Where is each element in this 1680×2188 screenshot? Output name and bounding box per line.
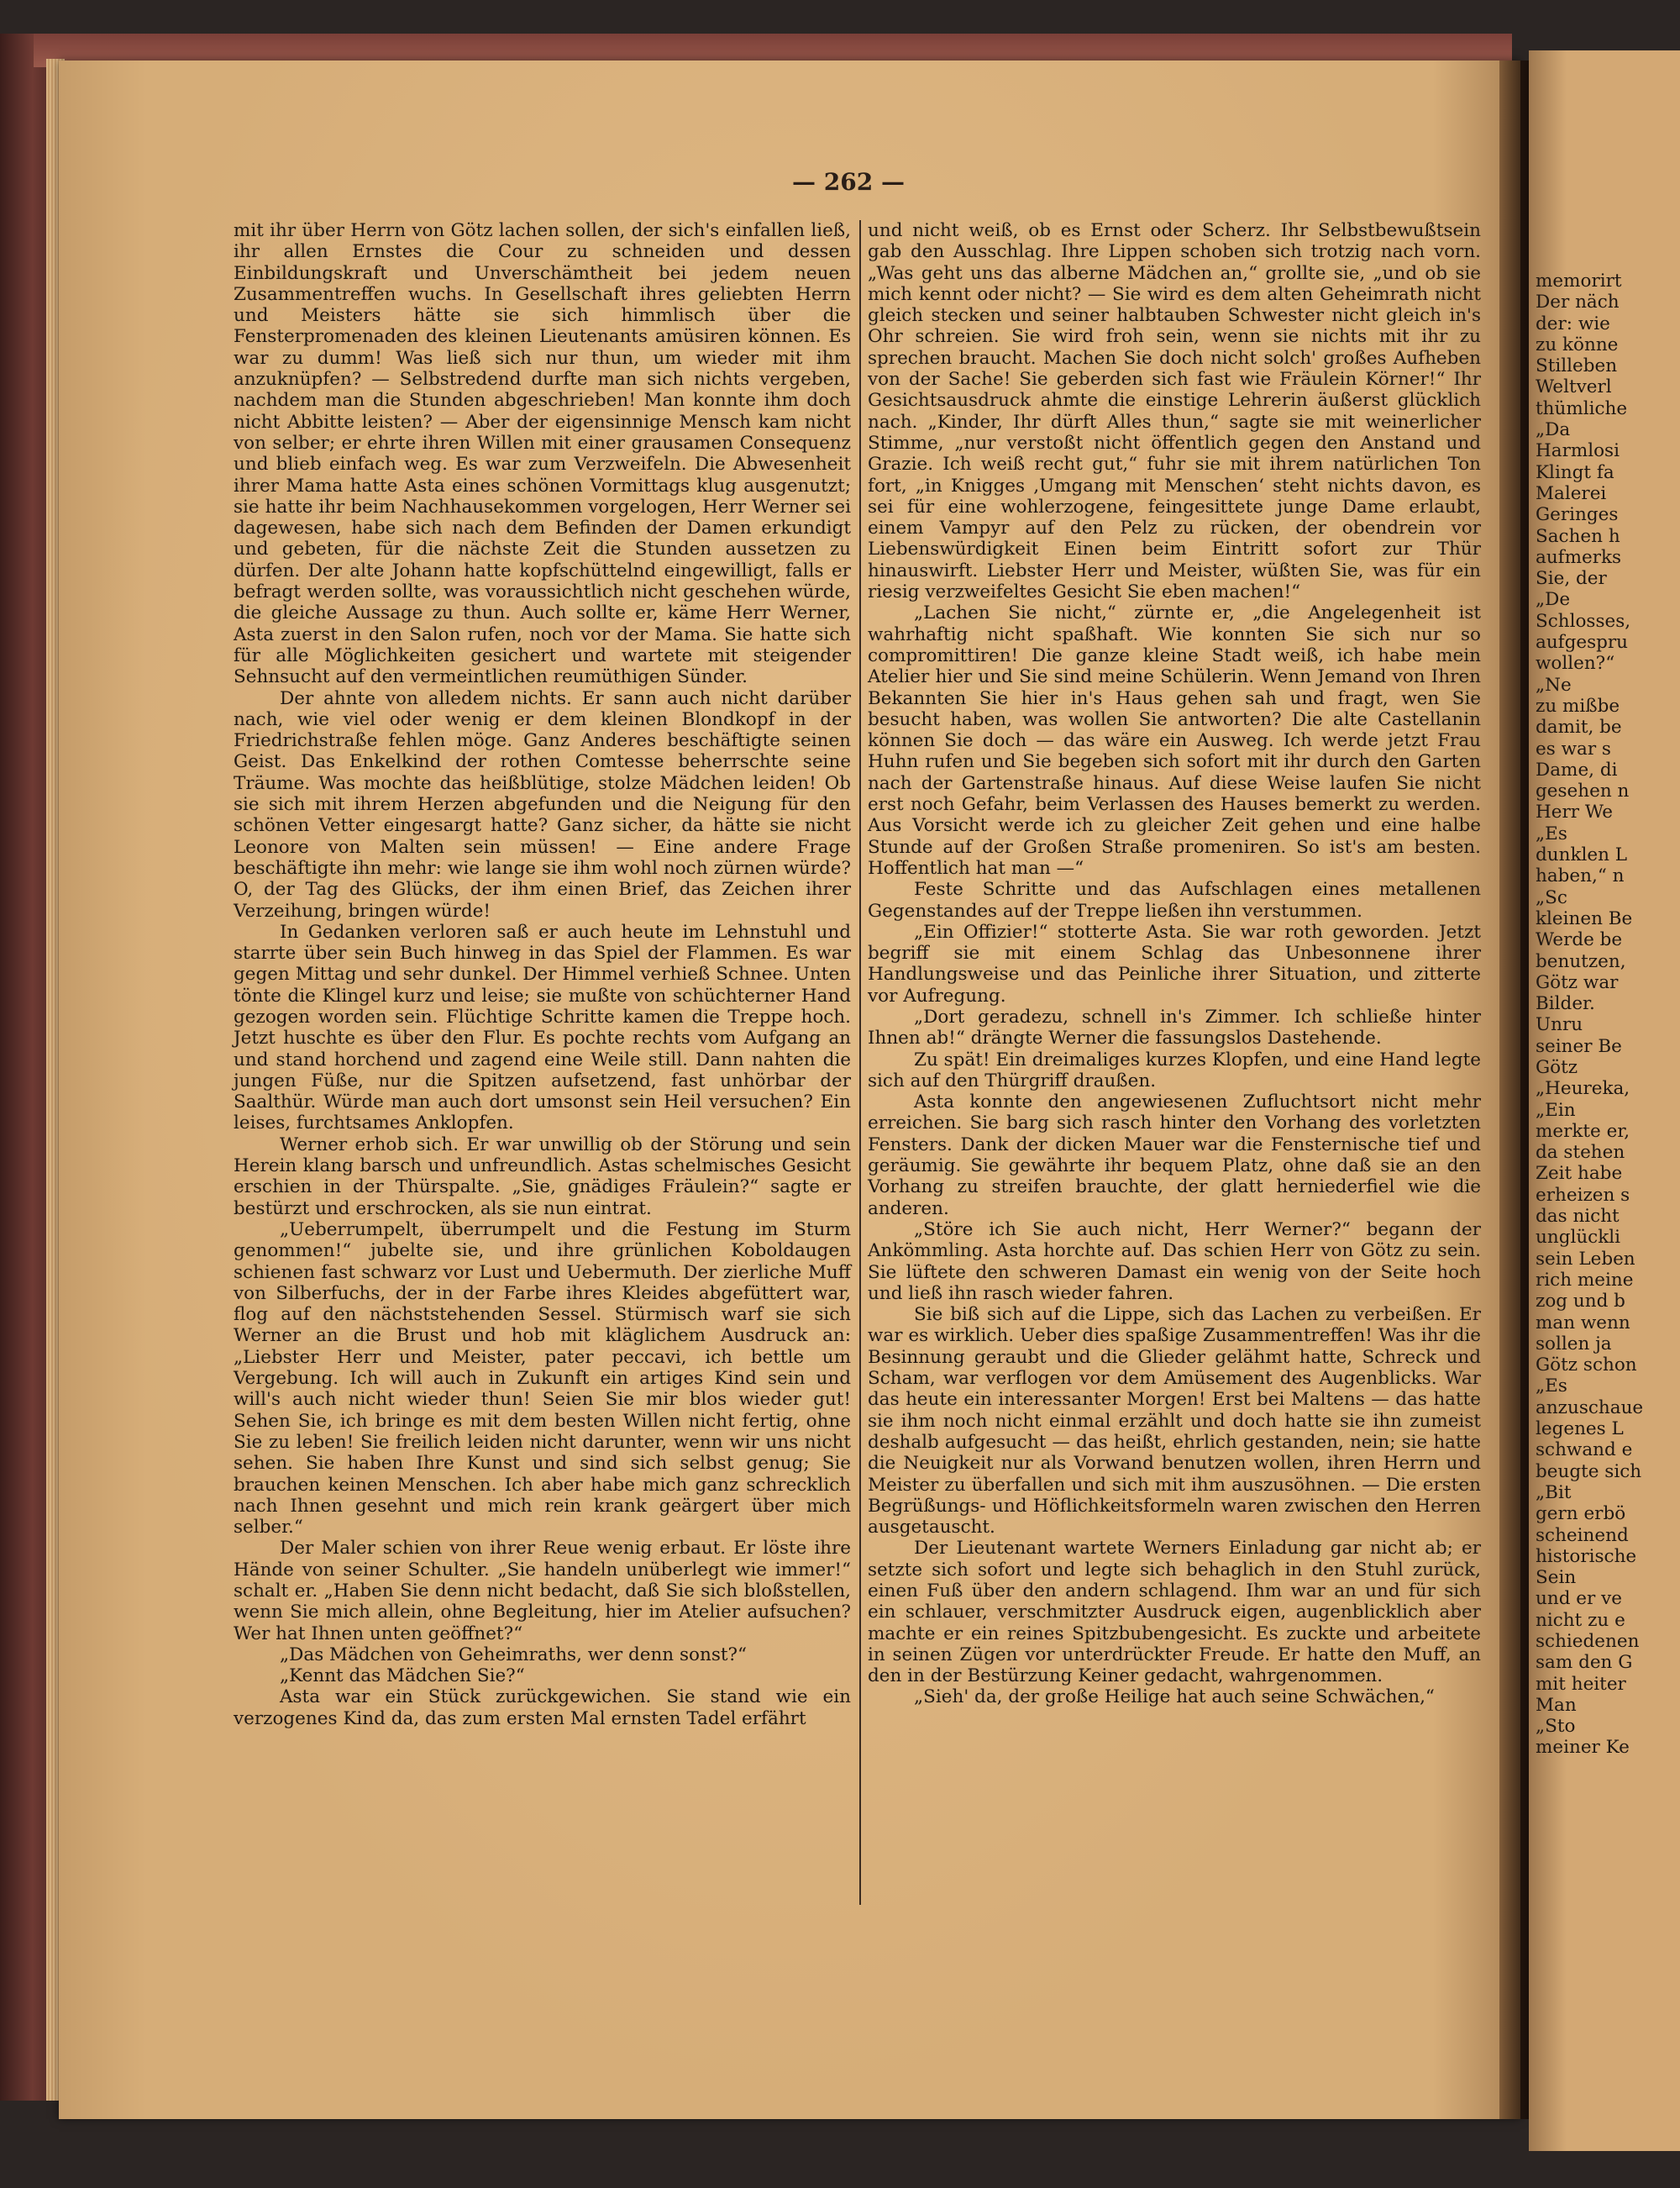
line-fragment: „De — [1536, 589, 1571, 611]
facing-page — [1529, 50, 1680, 2151]
line-fragment: legenes L — [1536, 1418, 1624, 1440]
line-fragment: und er ve — [1536, 1588, 1622, 1610]
line-fragment: Bilder. — [1536, 993, 1595, 1015]
paragraph: „Sieh' da, der große Heilige hat auch seine Schwächen,“ — [914, 1686, 1435, 1708]
line-fragment: „Sc — [1536, 886, 1567, 908]
right-text-column — [868, 220, 1481, 1708]
paragraph: Der Maler schien von ihrer Reue wenig erbaut. Er löste ihre Hände von seiner Schulter. „Sie handeln unüberlegt wie immer!“ schalt er. „Haben Sie denn nicht bedacht, daß Sie sich bloßstellen, wenn Sie mich allein, ohne Begleitung, hier im Atelier aufsuchen? Wer hat Ihnen unten geöffnet?“ — [234, 1538, 851, 1644]
line-fragment: aufgespru — [1536, 632, 1629, 654]
line-fragment: „Da — [1536, 419, 1571, 441]
line-fragment: Man — [1536, 1694, 1577, 1716]
paragraph: „Kennt das Mädchen Sie?“ — [280, 1665, 525, 1687]
line-fragment: sollen ja — [1536, 1333, 1612, 1354]
line-fragment: nicht zu e — [1536, 1609, 1625, 1631]
line-fragment: Der näch — [1536, 292, 1620, 313]
line-fragment: meiner Ke — [1536, 1737, 1630, 1759]
paragraph: Asta war ein Stück zurückgewichen. Sie stand wie ein verzogenes Kind da, das zum ersten Mal ernsten Tadel erfährt — [234, 1686, 851, 1729]
line-fragment: „Es — [1536, 1375, 1567, 1397]
paragraph: „Ueberrumpelt, überrumpelt und die Festung im Sturm genommen!“ jubelte sie, und ihre grünlichen Koboldaugen schienen fast schwarz vor Lust und Uebermuth. Der zierliche Muff von Silberfuchs, der in der Farbe ihres Kleides abgefüttert war, flog auf den nächststehenden Sessel. Stürmisch warf sie sich Werner an die Brust und hob mit kläglichem Ausdruck an: „Liebster Herr und Meister, pater peccavi, ich bettle um Vergebung. Ich will auch in Zukunft ein artiges Kind sein und will's auch nicht wieder thun! Seien Sie mir blos wieder gut! Sehen Sie, ich bringe es mit dem besten Willen nicht fertig, ohne Sie zu leben! Sie freilich leiden nicht darunter, wenn wir uns nicht sehen. Sie haben Ihre Kunst und sind sich selbst genug; Sie brauchen keinen Menschen. Ich aber habe mich ganz schrecklich nach Ihnen gesehnt und mich rein krank geärgert über mich selber.“ — [234, 1218, 851, 1538]
line-fragment: „Sto — [1536, 1716, 1576, 1738]
line-fragment: „Bit — [1536, 1481, 1572, 1503]
line-fragment: Weltverl — [1536, 376, 1612, 398]
line-fragment: kleinen Be — [1536, 907, 1633, 929]
line-fragment: memorirt — [1536, 271, 1622, 292]
page-number: — 262 — — [792, 168, 905, 196]
line-fragment: Geringes — [1536, 504, 1619, 526]
line-fragment: Götz schon — [1536, 1354, 1637, 1376]
line-fragment: sein Leben — [1536, 1248, 1635, 1270]
line-fragment: scheinend — [1536, 1524, 1629, 1546]
paragraph: Feste Schritte und das Aufschlagen eines metallenen Gegenstandes auf der Treppe ließen ihn verstummen. — [868, 879, 1481, 922]
line-fragment: Sein — [1536, 1567, 1577, 1589]
paragraph: „Störe ich Sie auch nicht, Herr Werner?“ begann der Ankömmling. Asta horchte auf. Das schien Herr von Götz zu sein. Sie lüftete den schweren Damast ein wenig von der Seite hoch und ließ ihn rasch wieder fahren. — [868, 1218, 1481, 1304]
line-fragment: schwand e — [1536, 1439, 1633, 1461]
paragraph: Zu spät! Ein dreimaliges kurzes Klopfen, und eine Hand legte sich auf den Thürgriff draußen. — [868, 1049, 1481, 1091]
line-fragment: Dame, di — [1536, 759, 1618, 781]
line-fragment: sam den G — [1536, 1652, 1633, 1674]
line-fragment: Herr We — [1536, 802, 1613, 823]
paragraph: Der ahnte von alledem nichts. Er sann auch nicht darüber nach, wie viel oder wenig er dem kleinen Blondkopf in der Friedrichstraße fehlen möge. Ganz Anderes beschäftigte seinen Geist. Das Enkelkind der rothen Comtesse beherrschte seine Träume. Was mochte das heißblütige, stolze Mädchen leiden! Ob sie sich mit ihrem Herzen abgefunden und die Neigung für den schönen Vetter eingesargt hatte? Ganz sicher, da hätte sie nicht Leonore von Malten sein müssen! — Eine andere Frage beschäftigte ihn mehr: wie lange sie ihm wohl noch zürnen würde? O, der Tag des Glücks, der ihm einen Brief, das Zeichen ihrer Verzeihung, bringen würde! — [234, 687, 851, 922]
line-fragment: haben,“ n — [1536, 865, 1625, 887]
line-fragment: wollen?“ — [1536, 653, 1615, 675]
paragraph: „Ein Offizier!“ stotterte Asta. Sie war roth geworden. Jetzt begriff sie mit einem Schlag das Unbesonnene ihrer Handlungsweise und das Peinliche ihrer Situation, und zitterte vor Aufregung. — [868, 921, 1481, 1007]
line-fragment: historische — [1536, 1545, 1637, 1567]
line-fragment: unglückli — [1536, 1227, 1621, 1249]
line-fragment: es war s — [1536, 738, 1611, 760]
paragraph: Asta konnte den angewiesenen Zufluchtsort nicht mehr erreichen. Sie barg sich rasch hinter den Vorhang des vorletzten Fensters. Dank der dicken Mauer war die Fensternische tief und geräumig. Sie gewährte ihr bequem Platz, ohne daß sie an den Vorhang zu streifen brauchte, der glatt herniederfiel wie die anderen. — [868, 1091, 1481, 1219]
line-fragment: rich meine — [1536, 1269, 1634, 1291]
line-fragment: mit heiter — [1536, 1673, 1626, 1695]
paragraph: „Dort geradezu, schnell in's Zimmer. Ich schließe hinter Ihnen ab!“ drängte Werner die fassungslos Dastehende. — [868, 1006, 1481, 1049]
paragraph: und nicht weiß, ob es Ernst oder Scherz. Ihr Selbstbewußtsein gab den Ausschlag. Ihre Lippen schoben sich trotzig nach vorn. „Was geht uns das alberne Mädchen an,“ grollte sie, „und ob sie mich kennt oder nicht? — Sie wird es dem alten Geheimrath nicht gleich stecken und seiner halbtauben Schwester nicht gleich in's Ohr schreien. Sie wird froh sein, wenn sie nichts mit ihr zu sprechen braucht. Machen Sie doch nicht solch' großes Aufheben von der Sache! Sie geberden sich fast wie Fräulein Körner!“ Ihr Gesichtsausdruck ahmte die einstige Lehrerin äußerst glücklich nach. „Kinder, Ihr dürft Alles thun,“ sagte sie mit weinerlicher Stimme, „nur verstoßt nicht öffentlich gegen den Anstand und Grazie. Ich weiß recht gut,“ fuhr sie mit ihrem natürlichen Ton fort, „in Knigges ‚Umgang mit Menschen‘ steht nichts davon, es sei für eine wohlerzogene, feingesittete junge Dame erlaubt, einem Vampyr auf den Pelz zu rücken, der obendrein vor Liebenswürdigkeit Einen beim Eintritt sofort zur Thür hinauswirft. Liebster Herr und Meister, wüßten Sie, was für ein riesig verzweifeltes Gesicht Sie eben machen!“ — [868, 220, 1481, 603]
paragraph: „Das Mädchen von Geheimraths, wer denn sonst?“ — [280, 1644, 748, 1665]
paragraph: mit ihr über Herrn von Götz lachen sollen, der sich's einfallen ließ, ihr allen Ernstes die Cour zu schneiden und dessen Einbildungskraft und Unverschämtheit bei jedem neuen Zusammentreffen wuchs. In Gesellschaft ihres geliebten Herrn und Meisters hätte sie sich himmlisch über die Fensterpromenaden des kleinen Lieutenants amüsiren können. Es war zu dumm! Was ließ sich nur thun, um wieder mit ihm anzuknüpfen? — Selbstredend durfte man sich nichts vergeben, nachdem man die Stunden abgeschrieben! Man konnte ihm doch nicht Abbitte leisten? — Aber der eigensinnige Mensch kam nicht von selber; er ehrte ihren Willen mit einer grausamen Consequenz und blieb einfach weg. Es war zum Verzweifeln. Die Abwesenheit ihrer Mama hatte Asta eines schönen Vormittags klug ausgenutzt; sie hatte ihr beim Nachhausekommen vorgelogen, Herr Werner sei dagewesen, habe sich nach dem Befinden der Damen erkundigt und gebeten, für die nächste Zeit die Stunden aussetzen zu dürfen. Der alte Johann hatte kopfschüttelnd eingewilligt, falls er befragt werden sollte, was voraussichtlich nicht geschehen würde, die gleiche Aussage zu thun. Auch sollte er, käme Herr Werner, Asta zuerst in den Salon rufen, noch vor der Mama. Sie hatte sich für alle Möglichkeiten gesichert und wartete mit steigender Sehnsucht auf den vermeintlichen reumüthigen Sünder. — [234, 220, 851, 688]
paragraph: „Lachen Sie nicht,“ zürnte er, „die Angelegenheit ist wahrhaftig nicht spaßhaft. Wie konnten Sie sich nur so compromittiren! Die ganze kleine Stadt weiß, ich habe mein Atelier hier und Sie sind meine Schülerin. Wenn Jemand von Ihren Bekannten Sie hier in's Haus gehen sah und fragt, wen Sie besucht haben, was wollen Sie antworten? Die alte Castellanin können Sie doch — das wäre ein Ausweg. Ich werde jetzt Frau Huhn rufen und Sie begeben sich sofort mit ihr durch den Garten nach der Gartenstraße hinaus. Auf diese Weise laufen Sie nicht erst noch Gefahr, beim Verlassen des Hauses bemerkt zu werden. Aus Vorsicht werde ich zu gleicher Zeit gehen und eine halbe Stunde auf der Großen Straße promeniren. So ist's am besten. Hoffentlich hat man —“ — [868, 602, 1481, 879]
line-fragment: Sie, der — [1536, 568, 1607, 590]
line-fragment: da stehen — [1536, 1142, 1625, 1164]
line-fragment: „Ne — [1536, 674, 1572, 696]
left-text-column — [234, 220, 851, 1729]
line-fragment: Götz — [1536, 1056, 1578, 1078]
gutter-shadow — [1499, 60, 1533, 2119]
paragraph: Werner erhob sich. Er war unwillig ob der Störung und sein Herein klang barsch und unfreundlich. Astas schelmisches Gesicht erschien in der Thürspalte. „Sie, gnädiges Fräulein?“ sagte er bestürzt und erschrocken, als sie nun eintrat. — [234, 1133, 851, 1219]
line-fragment: anzuschaue — [1536, 1396, 1644, 1418]
line-fragment: Zeit habe — [1536, 1163, 1623, 1185]
line-fragment: Stilleben — [1536, 355, 1618, 377]
line-fragment: gesehen n — [1536, 781, 1630, 802]
line-fragment: Schlosses, — [1536, 610, 1631, 632]
facing-page-text — [1536, 271, 1678, 1759]
line-fragment: schiedenen — [1536, 1631, 1640, 1652]
line-fragment: Klingt fa — [1536, 461, 1614, 483]
line-fragment: aufmerks — [1536, 546, 1622, 568]
line-fragment: thümliche — [1536, 397, 1628, 419]
line-fragment: merkte er, — [1536, 1120, 1630, 1142]
column-divider — [859, 220, 861, 1905]
line-fragment: gern erbö — [1536, 1503, 1626, 1525]
line-fragment: das nicht — [1536, 1206, 1620, 1228]
line-fragment: „Ein — [1536, 1099, 1576, 1121]
line-fragment: zog und b — [1536, 1291, 1625, 1312]
line-fragment: seiner Be — [1536, 1035, 1622, 1057]
line-fragment: zu mißbe — [1536, 695, 1620, 717]
line-fragment: zu könne — [1536, 334, 1619, 355]
line-fragment: erheizen s — [1536, 1184, 1630, 1206]
line-fragment: beugte sich — [1536, 1460, 1642, 1482]
line-fragment: Harmlosi — [1536, 440, 1620, 462]
line-fragment: der: wie — [1536, 313, 1610, 334]
line-fragment: Malerei — [1536, 482, 1607, 504]
line-fragment: damit, be — [1536, 717, 1622, 739]
paragraph: Der Lieutenant wartete Werners Einladung gar nicht ab; er setzte sich sofort und legte sich behaglich in den Stuhl zurück, einen Fuß über den andern schlagend. Ihm war an und für sich ein schlauer, verschmitzter Ausdruck eigen, augenblicklich aber machte er ein reines Spitzbubengesicht. Es zuckte und arbeitete in seinen Zügen vor unterdrückter Freude. Er hatte den Muff, an den in der Bestürzung Keiner gedacht, wahrgenommen. — [868, 1538, 1481, 1687]
line-fragment: „Es — [1536, 823, 1567, 844]
line-fragment: benutzen, — [1536, 950, 1626, 972]
line-fragment: Werde be — [1536, 929, 1623, 951]
line-fragment: Unru — [1536, 1014, 1583, 1036]
line-fragment: Sachen h — [1536, 525, 1620, 547]
paragraph: In Gedanken verloren saß er auch heute im Lehnstuhl und starrte über sein Buch hinweg in das Spiel der Flammen. Es war gegen Mittag und sehr dunkel. Der Himmel verhieß Schnee. Unten tönte die Klingel kurz und leise; sie mußte von schüchterner Hand gezogen worden sein. Flüchtige Schritte kamen die Treppe hoch. Jetzt huschte es über den Flur. Es pochte rechts vom Aufgang an und stand horchend und zagend eine Weile still. Dann nahten die jungen Füße, nur die Spitzen aufsetzend, fast unhörbar der Saalthür. Würde man auch dort umsonst sein Heil versuchen? Ein leises, furchtsames Anklopfen. — [234, 921, 851, 1134]
line-fragment: „Heureka, — [1536, 1078, 1630, 1100]
line-fragment: man wenn — [1536, 1312, 1630, 1333]
line-fragment: dunklen L — [1536, 844, 1628, 866]
paragraph: Sie biß sich auf die Lippe, sich das Lachen zu verbeißen. Er war es wirklich. Ueber dies spaßige Zusammentreffen! Was ihr die Besinnung geraubt und die Glieder gelähmt hatte, Schreck und Scham, war verflogen vor dem Amüsement des Augenblicks. War das heute ein interessanter Morgen! Erst bei Maltens — das hatte sie ihm noch nicht einmal erzählt und doch hatte sie ihn zumeist deshalb aufgesucht — das heißt, ehrlich gestanden, nein; sie hatte die Neuigkeit nur als Vorwand benutzen wollen, ihren Herrn und Meister zu überfallen und sich mit ihm auszusöhnen. — Die ersten Begrüßungs- und Höflichkeitsformeln waren zwischen den Herren ausgetauscht. — [868, 1304, 1481, 1538]
line-fragment: Götz war — [1536, 971, 1619, 993]
